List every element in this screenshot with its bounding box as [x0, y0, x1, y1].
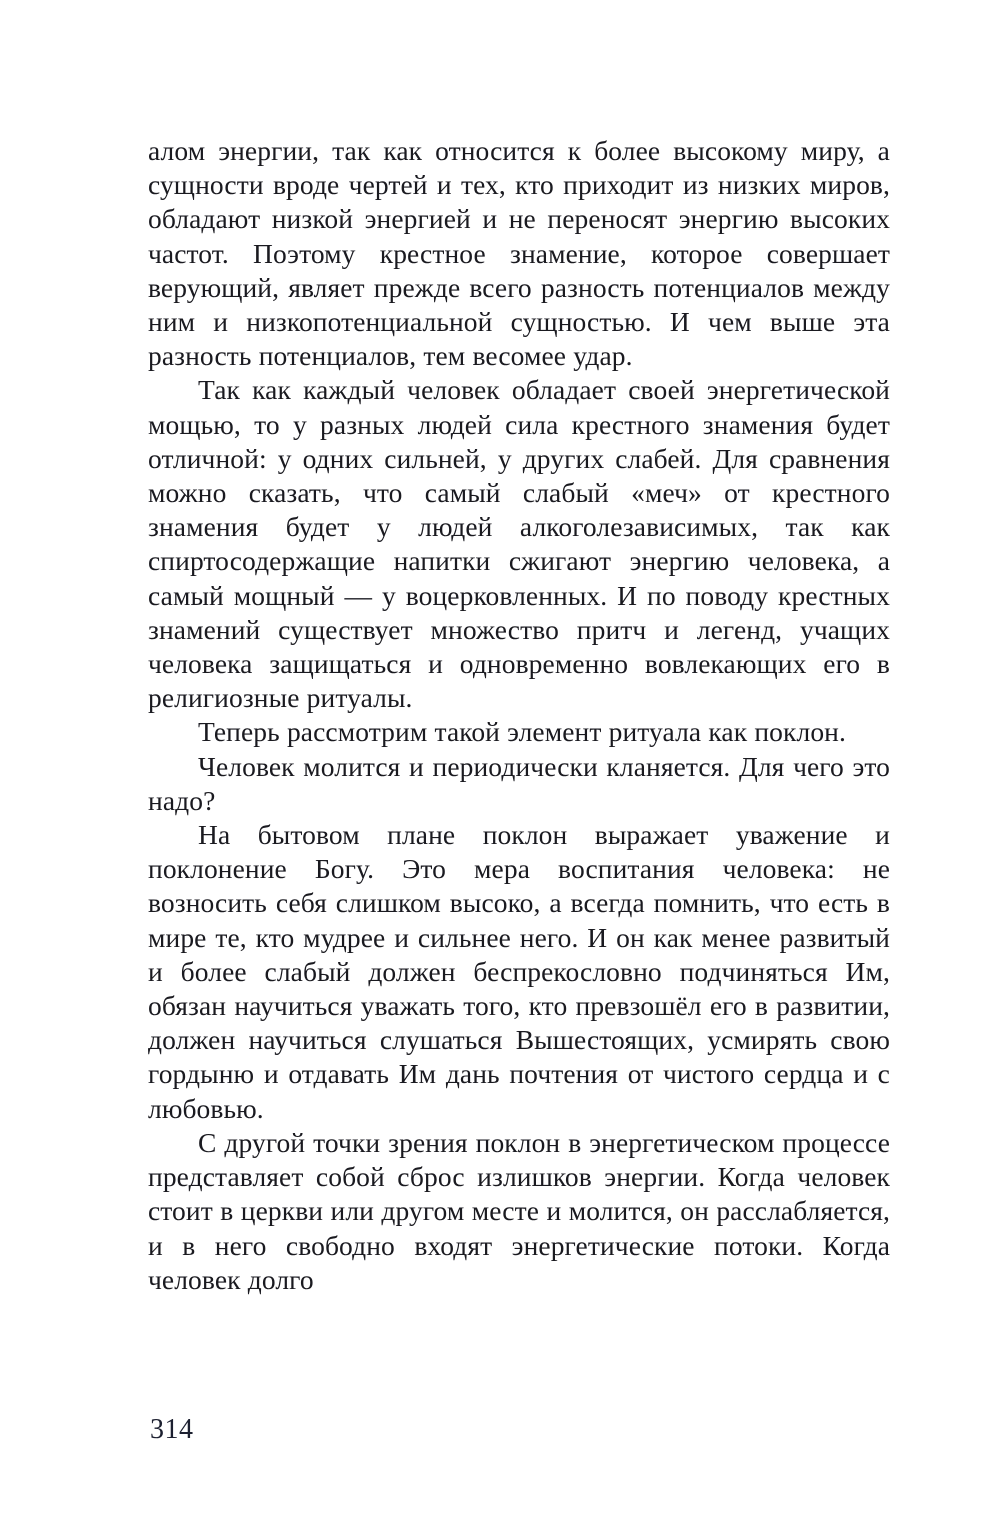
paragraph: Человек молится и периодически кланяется. Для чего это надо?	[148, 750, 890, 816]
paragraph: Теперь рассмотрим такой элемент ритуала как поклон.	[198, 716, 846, 748]
page-text-block	[148, 134, 890, 1297]
paragraph: На бытовом плане поклон выражает уважение и поклонение Богу. Это мера воспитания человека: не возносить себя слишком высоко, а всегда помнить, что есть в мире те, кто мудрее и сильнее него. И он как менее развитый и более слабый должен беспрекословно подчиняться Им, обязан научиться уважать того, кто превзошёл его в развитии, должен научиться слушаться Вышестоящих, усмирять свою гордыню и отдавать Им дань почтения от чистого сердца и с любовью.	[148, 819, 890, 1124]
page-number: 314	[150, 1414, 194, 1445]
paragraph-cut-off: С другой точки зрения поклон в энергетическом процессе представляет собой сброс излишков энергии. Когда человек стоит в церкви или другом месте и молится, он расслабляется, и в него свободно входят энергетические потоки. Когда человек долго	[148, 1126, 890, 1295]
paragraph-continuation: алом энергии, так как относится к более высокому миру, а сущности вроде чертей и тех, кто приходит из низких миров, обладают низкой энергией и не переносят энергию высоких частот. Поэтому крестное знамение, которое совершает верующий, являет прежде всего разность потенциалов между ним и низкопотенциальной сущностью. И чем выше эта разность потенциалов, тем весомее удар.	[148, 135, 890, 372]
paragraph: Так как каждый человек обладает своей энергетической мощью, то у разных людей сила крестного знамения будет отличной: у одних сильней, у других слабей. Для сравнения можно сказать, что самый слабый «меч» от крестного знамения будет у людей алкоголезависимых, так как спиртосодержащие напитки сжигают энергию человека, а самый мощный — у воцерковленных. И по поводу крестных знамений существует множество притч и легенд, учащих человека защищаться и одновременно вовлекающих его в религиозные ритуалы.	[148, 374, 890, 714]
